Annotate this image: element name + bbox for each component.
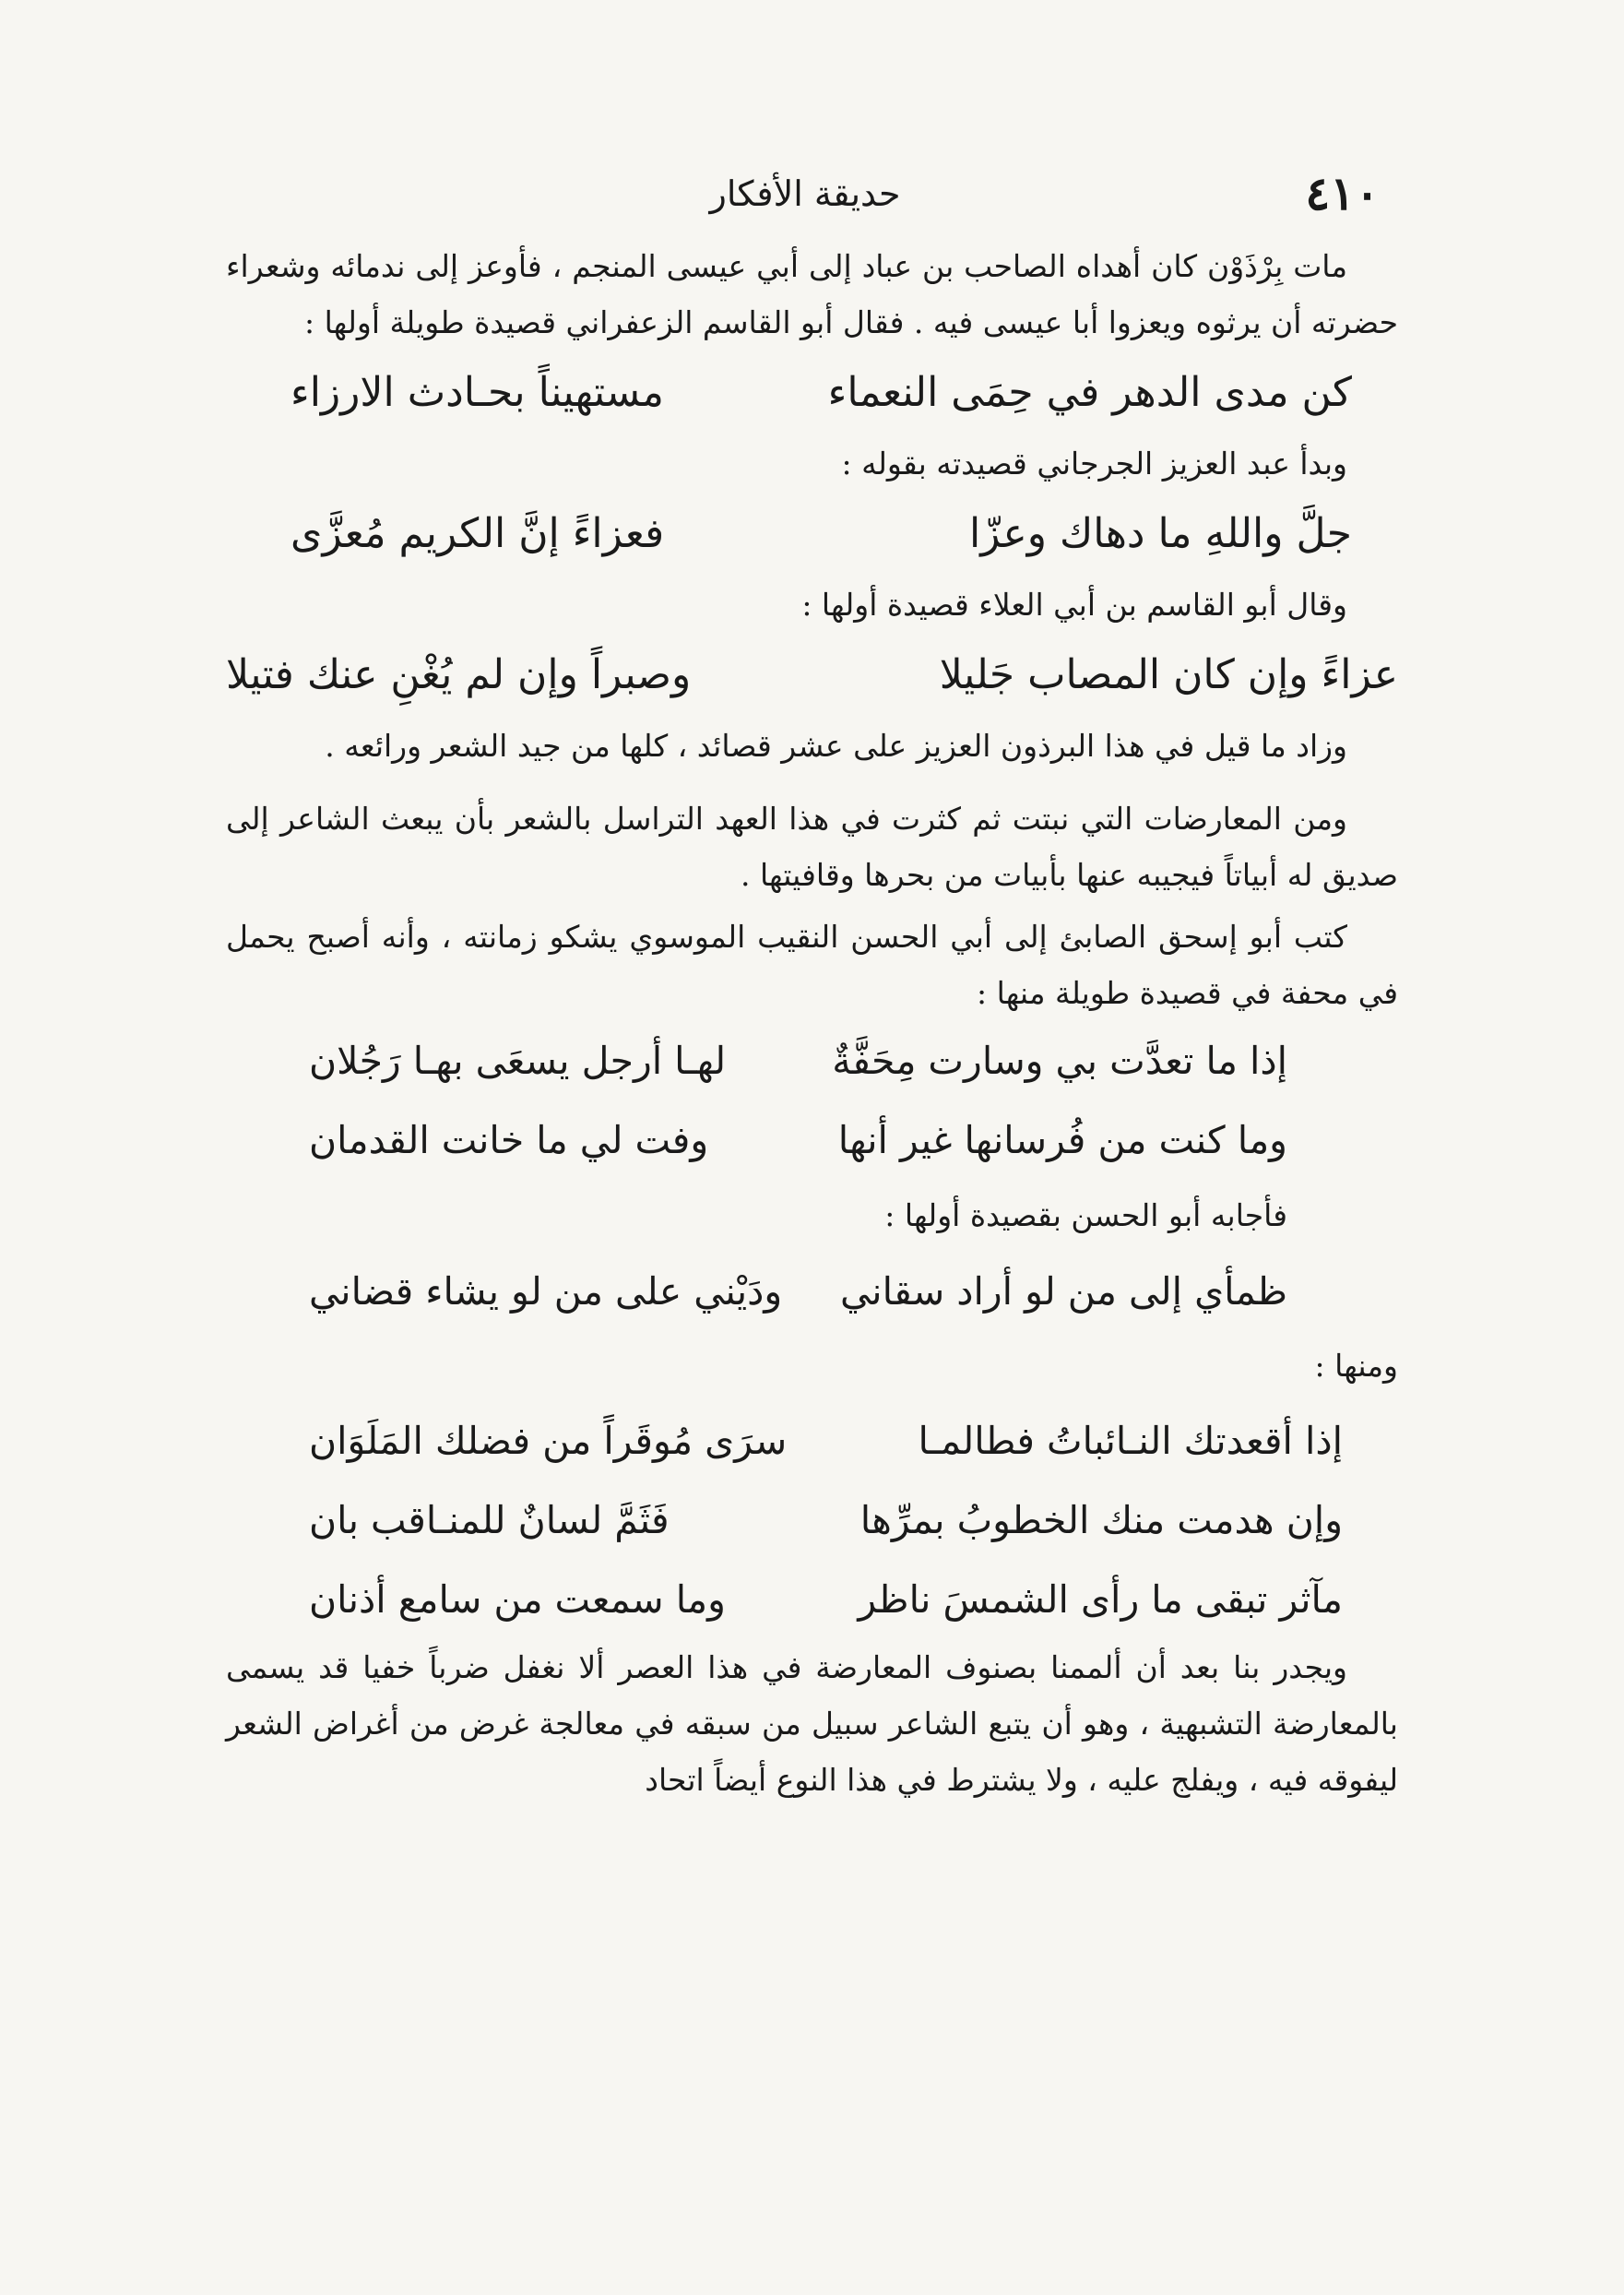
- intro-3: وقال أبو القاسم بن أبي العلاء قصيدة أولها :: [801, 587, 1347, 623]
- paragraph-2: وزاد ما قيل في هذا البرذون العزيز على عشر قصائد ، كلها من جيد الشعر ورائعه .: [325, 728, 1347, 764]
- verse-5-first-hemistich: وما كنت من فُرسانها غير أنها: [837, 1118, 1287, 1162]
- intro-4: فأجابه أبو الحسن بقصيدة أولها :: [884, 1197, 1287, 1233]
- intro-2: وبدأ عبد العزيز الجرجاني قصيدته بقوله :: [841, 446, 1347, 482]
- verse-2-second-hemistich: فعزاءً إنَّ الكريم مُعزَّى: [290, 510, 665, 557]
- running-title: حديقة الأفكار: [709, 173, 901, 214]
- verse-7-second-hemistich: سرَى مُوقَراً من فضلك المَلَوَان: [309, 1419, 788, 1463]
- page-number: ٤١٠: [1305, 166, 1380, 220]
- verse-6-second-hemistich: ودَيْني على من لو يشاء قضاني: [309, 1269, 783, 1314]
- verse-4-second-hemistich: لهـا أرجل يسعَى بهـا رَجُلان: [309, 1039, 727, 1083]
- verse-1: [290, 351, 1352, 435]
- paragraph-4: كتب أبو إسحق الصابئ إلى أبي الحسن النقيب الموسوي يشكو زمانته ، وأنه أصبح يحمل في محفة في قصيدة طويلة منها :: [226, 919, 1398, 1011]
- paragraph-1: مات بِرْذَوْن كان أهداه الصاحب بن عباد إلى أبي عيسى المنجم ، فأوعز إلى ندمائه وشعراء حضرته أن يرثوه ويعزوا أبا عيسى فيه . فقال أبو القاسم الزعفراني قصيدة طويلة أولها :: [226, 248, 1398, 340]
- verse-8-first-hemistich: وإن هدمت منك الخطوبُ بمرِّها: [859, 1498, 1343, 1542]
- verse-6: [309, 1252, 1287, 1331]
- verse-4-first-hemistich: إذا ما تعدَّت بي وسارت مِحَفَّةٌ: [832, 1039, 1287, 1083]
- verse-1-second-hemistich: مستهيناً بحـادث الارزاء: [290, 369, 665, 416]
- verse-4: [309, 1021, 1287, 1100]
- verse-7: [309, 1401, 1343, 1480]
- verse-7-first-hemistich: إذا أقعدتك النـائباتُ فطالمـا: [918, 1419, 1343, 1463]
- page-header: [231, 166, 1380, 221]
- page-body: [226, 238, 1398, 1808]
- paragraph-3: ومن المعارضات التي نبتت ثم كثرت في هذا العهد التراسل بالشعر بأن يبعث الشاعر إلى صديق له أبياتاً فيجيبه عنها بأبيات من بحرها وقافيتها .: [226, 801, 1398, 893]
- verse-9-second-hemistich: وما سمعت من سامع أذنان: [309, 1577, 726, 1622]
- verse-1-first-hemistich: كن مدى الدهر في حِمَى النعماء: [827, 369, 1352, 416]
- verse-5-second-hemistich: وفت لي ما خانت القدمان: [309, 1118, 709, 1162]
- verse-2: [290, 492, 1352, 577]
- verse-3-second-hemistich: وصبراً وإن لم يُغْنِ عنك فتيلا: [226, 651, 692, 698]
- verse-6-first-hemistich: ظمأي إلى من لو أراد سقاني: [840, 1269, 1287, 1314]
- verse-8: [309, 1480, 1343, 1560]
- paragraph-5: ويجدر بنا بعد أن ألممنا بصنوف المعارضة في هذا العصر ألا نغفل ضرباً خفيا قد يسمى بالمعارضة التشبهية ، وهو أن يتبع الشاعر سبيل من سبقه في معالجة غرض من أغراض الشعر ليفوقه فيه ، ويفلج عليه ، ولا يشترط في هذا النوع أيضاً اتحاد: [226, 1649, 1398, 1798]
- intro-5: ومنها :: [1314, 1348, 1398, 1384]
- verse-8-second-hemistich: فَثَمَّ لسانٌ للمنـاقب بان: [309, 1498, 670, 1542]
- verse-3: [226, 633, 1398, 718]
- verse-5: [309, 1100, 1287, 1180]
- verse-3-first-hemistich: عزاءً وإن كان المصاب جَليلا: [939, 651, 1398, 698]
- verse-9-first-hemistich: مآثر تبقى ما رأى الشمسَ ناظر: [858, 1577, 1343, 1622]
- verse-9: [309, 1560, 1343, 1639]
- verse-2-first-hemistich: جلَّ واللهِ ما دهاك وعزّا: [969, 510, 1352, 557]
